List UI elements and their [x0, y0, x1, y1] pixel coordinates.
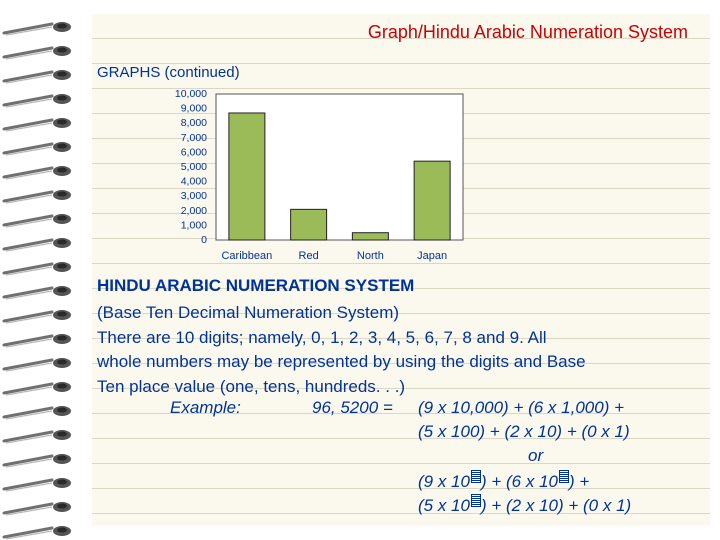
exponent-form-line-1 — [418, 470, 589, 492]
spiral-ring-icon — [4, 118, 71, 131]
slide-title: Graph/Hindu Arabic Numeration System — [367, 22, 688, 42]
expanded-form-line-1: (9 x 10,000) + (6 x 1,000) + — [418, 398, 625, 417]
y-tick-label: 9,000 — [180, 102, 207, 115]
body-line: Ten place value (one, tens, hundreds. . .) — [97, 376, 406, 396]
y-tick-label: 0 — [201, 234, 207, 246]
x-tick-label: Caribbean — [221, 250, 273, 262]
y-tick-label: 5,000 — [180, 161, 207, 173]
exp-part: ) + (2 x 10) + (0 x 1) — [480, 496, 632, 515]
graphs-label: GRAPHS (continued) — [97, 64, 240, 81]
spiral-ring-icon — [4, 238, 71, 251]
y-tick-label: 10,000 — [174, 88, 207, 100]
spiral-ring-icon — [4, 286, 71, 299]
y-tick-label: 3,000 — [180, 190, 207, 203]
spiral-binding — [0, 0, 92, 540]
spiral-ring-icon — [4, 310, 71, 323]
spiral-ring-icon — [4, 142, 71, 155]
expanded-form-line-2: (5 x 100) + (2 x 10) + (0 x 1) — [418, 422, 630, 441]
bar-chart — [150, 86, 470, 268]
exponent-glyph-icon — [471, 470, 481, 483]
x-tick-label: North — [356, 250, 384, 262]
exp-part: (9 x 10 — [418, 472, 470, 491]
exponent-form-line-2 — [418, 494, 631, 516]
spiral-ring-icon — [4, 334, 71, 347]
body-line: There are 10 digits; namely, 0, 1, 2, 3, 4, 5, 6, 7, 8 and 9. All — [97, 327, 547, 347]
spiral-ring-icon — [4, 454, 71, 467]
or-text: or — [528, 446, 544, 465]
bar — [229, 113, 265, 240]
y-tick-label: 7,000 — [180, 131, 207, 144]
spiral-ring-icon — [4, 22, 71, 35]
bar — [414, 161, 450, 240]
exp-part: ) + (6 x 10 — [480, 472, 558, 491]
x-tick-label: Japan — [417, 250, 448, 262]
spiral-ring-icon — [4, 70, 71, 83]
spiral-ring-icon — [4, 526, 71, 539]
spiral-ring-icon — [4, 214, 71, 227]
body-text — [97, 301, 697, 399]
y-tick-label: 4,000 — [180, 175, 207, 188]
bar — [291, 209, 327, 240]
spiral-ring-icon — [4, 262, 71, 275]
spiral-ring-icon — [4, 166, 71, 179]
spiral-ring-icon — [4, 358, 71, 371]
body-line: whole numbers may be represented by using the digits and Base — [97, 352, 586, 371]
spiral-ring-icon — [4, 46, 71, 59]
spiral-ring-icon — [4, 406, 71, 419]
y-tick-label: 2,000 — [180, 204, 207, 217]
spiral-ring-icon — [4, 430, 71, 443]
spiral-ring-icon — [4, 478, 71, 491]
body-line: (Base Ten Decimal Numeration System) — [97, 303, 400, 322]
x-tick-label: Red — [298, 250, 319, 262]
spiral-ring-icon — [4, 94, 71, 107]
exp-part: (5 x 10 — [418, 496, 470, 515]
spiral-ring-icon — [4, 502, 71, 515]
bar — [352, 233, 388, 240]
exponent-glyph-icon — [559, 470, 569, 483]
y-tick-label: 8,000 — [180, 117, 207, 130]
example-number: 96, 5200 = — [312, 398, 393, 417]
exponent-glyph-icon — [471, 494, 481, 507]
spiral-ring-icon — [4, 382, 71, 395]
section-heading: HINDU ARABIC NUMERATION SYSTEM — [97, 276, 415, 295]
spiral-ring-icon — [4, 190, 71, 203]
exp-part: ) + — [569, 472, 590, 491]
y-tick-label: 6,000 — [180, 146, 207, 159]
example-label: Example: — [170, 398, 241, 417]
y-tick-label: 1,000 — [180, 219, 207, 232]
